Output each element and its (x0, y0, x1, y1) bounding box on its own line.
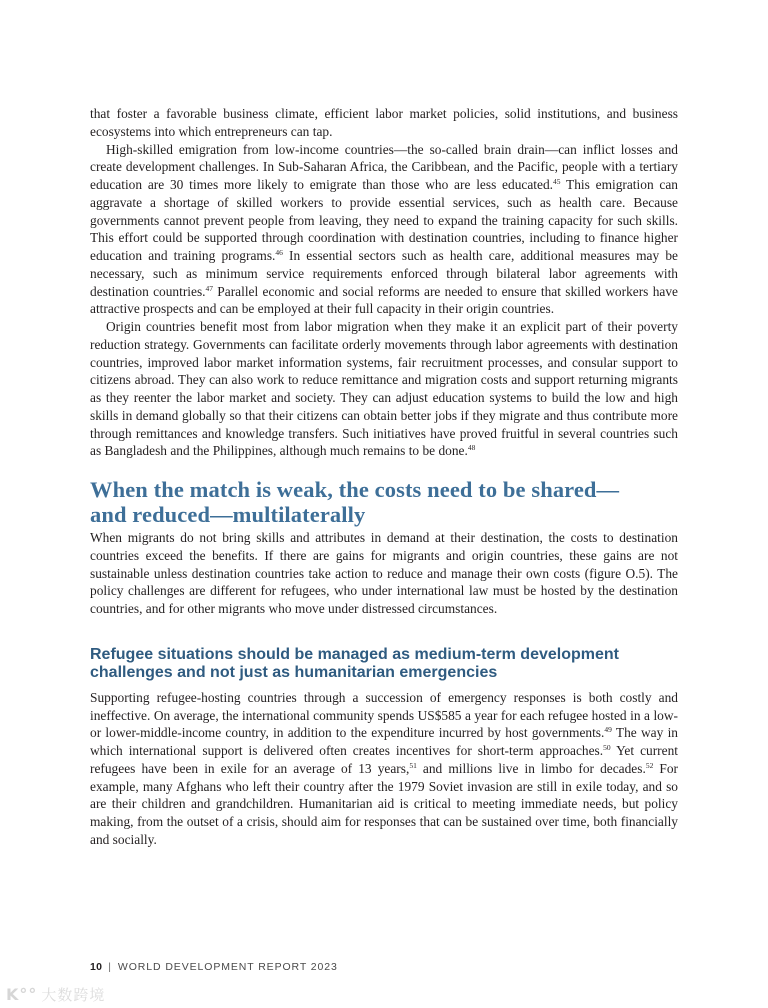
footnote-marker[interactable]: 46 (275, 248, 283, 257)
watermark-text: 大数跨境 (41, 986, 106, 1004)
footnote-marker[interactable]: 48 (467, 443, 476, 453)
watermark (6, 984, 105, 1005)
footnote-marker[interactable]: 47 (205, 283, 213, 293)
page-number: 10 (90, 961, 103, 973)
footnote-marker[interactable]: 50 (603, 743, 611, 752)
footnote-marker[interactable]: 49 (604, 725, 612, 735)
section-heading-line-2: and reduced—multilaterally (90, 501, 366, 527)
footer-separator: | (108, 961, 112, 973)
page-content (90, 105, 678, 849)
watermark-logo-icon: K°° (6, 985, 38, 1004)
subsection-heading-line-1: Refugee situations should be managed as medium-term development (90, 645, 619, 663)
footnote-marker[interactable]: 51 (409, 760, 417, 770)
paragraph-weak-match: When migrants do not bring skills and attributes in demand at their destination, the costs to destination countries exceed the benefits. If there are gains for migrants and origin countries, these gains are not sustainable unless destination countries take action to reduce and manage their own costs (figure O.5). The policy challenges are different for refugees, who under international law must be hosted by the destination countries, and for other migrants who move under distressed circumstances. (90, 530, 678, 616)
footnote-marker[interactable]: 52 (645, 760, 654, 770)
section-heading-weak-match (90, 478, 678, 527)
paragraph-origin-countries: Origin countries benefit most from labor migration when they make it an explicit part of their poverty reduction strategy. Governments can facilitate orderly movements through labor agreements with destination countries, improved labor market information systems, fair recruitment processes, and consular support to citizens abroad. They can also work to reduce remittance and migration costs and support returning migrants as they reenter the labor market and society. They can adjust education systems to build the low and high skills in demand globally so that their citizens can obtain better jobs if they migrate and thus contribute more through remittances and knowledge transfers. Such initiatives have proved fruitful in several countries such as Bangladesh and the Philippines, although much remains to be done.$^{48}$ (90, 319, 678, 459)
subsection-heading-refugees (90, 646, 678, 683)
page-footer (90, 961, 338, 973)
intro-section (90, 105, 678, 460)
paragraph-business-climate: that foster a favorable business climate, efficient labor market policies, solid institutions, and business ecosystems into which entrepreneurs can tap. (90, 106, 678, 139)
footnote-marker[interactable]: 45 (553, 177, 561, 186)
report-title: WORLD DEVELOPMENT REPORT 2023 (117, 961, 338, 973)
paragraph-refugees: Supporting refugee-hosting countries through a succession of emergency responses is both costly and ineffective. On average, the international community spends US$585 a year for each refugee hosted in a low- or lower-middle-income country, in addition to the expenditure incurred by host governments.$^{49}$ The way in which international support is delivered often creates incentives for short-term approaches.$^{50}$ Yet current refugees have been in exile for an average of 13 years,$^{51}$ and millions live in limbo for decades.$^{52}$ For example, many Afghans who left their country after the 1979 Soviet invasion are still in exile today, and so are their children and grandchildren. Humanitarian aid is critical to meeting immediate needs, but policy making, from the outset of a crisis, should aim for responses that can be sustained over time, both financially and socially. (90, 689, 679, 847)
paragraph-brain-drain: High-skilled emigration from low-income countries—the so-called brain drain—can inflict losses and create development challenges. In Sub-Saharan Africa, the Caribbean, and the Pacific, people with a tertiary education are 30 times more likely to emigrate than those who are less educated.$^{45}$ This emigration can aggravate a shortage of skilled workers to provide essential services, such as health care. Because governments cannot prevent people from leaving, they need to expand the training capacity for such skills. This effort could be supported through coordination with destination countries, including to finance higher education and training programs.$^{46}$ In essential sectors such as health care, additional measures may be necessary, such as minimum service requirements enforced through bilateral labor agreements with destination countries.$^{47}$ Parallel economic and social reforms are needed to ensure that skilled workers have attractive prospects and can be employed at their full capacity in their origin countries. (90, 141, 679, 317)
subsection-heading-line-2: challenges and not just as humanitarian emergencies (90, 664, 498, 682)
section-heading-line-1: When the match is weak, the costs need to be shared— (90, 477, 620, 502)
